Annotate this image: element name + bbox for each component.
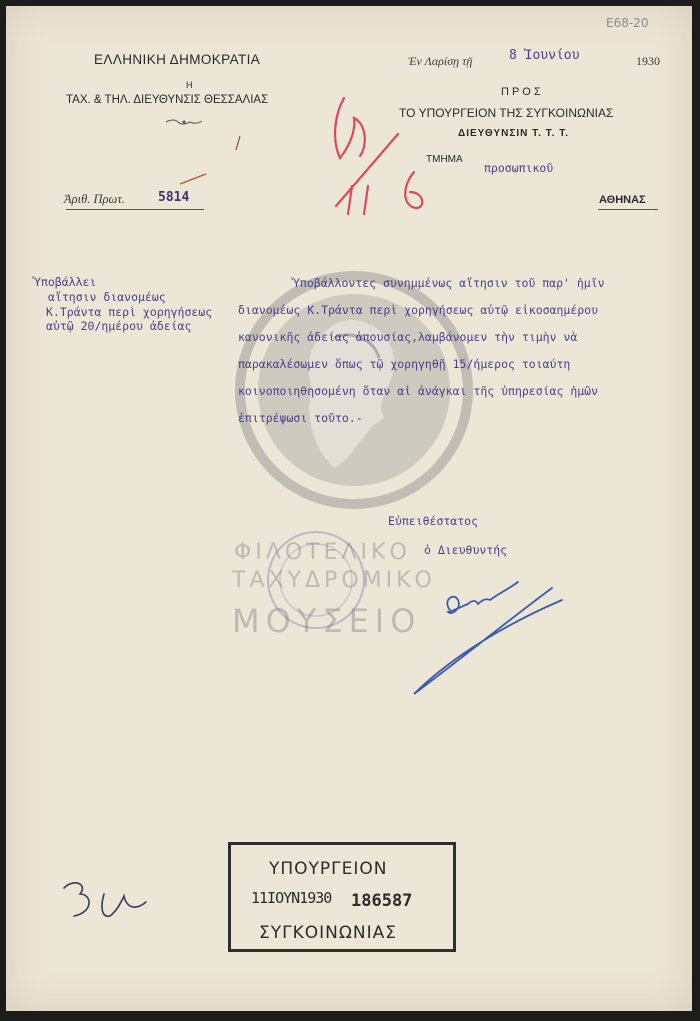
subject-line: αἴτησιν διανομέως xyxy=(48,290,166,304)
body-line: κοινοποιηθησομένη ὅταν αἱ ἀνάγκαι τῆς ὑπηρεσίας ἡμῶν xyxy=(238,384,599,398)
closing-salutation: Εὐπειθέστατος xyxy=(388,514,479,528)
body-line: Ὑποβάλλοντες συνημμένως αἴτησιν τοῦ παρ' ἡμῖν xyxy=(293,276,605,290)
archive-reference: Ε68-20 xyxy=(606,16,649,30)
subject-line: αὐτῷ 20/ημέρου ἀδείας xyxy=(46,319,192,333)
republic-heading: ΕΛΛΗΝΙΚΗ ΔΗΜΟΚΡΑΤΙΑ xyxy=(94,52,261,67)
city-underline xyxy=(598,209,658,210)
stamp-date: 11ΙΟΥΝ1930 xyxy=(251,889,332,907)
to-label: ΠΡΟΣ xyxy=(501,86,544,98)
ministry-receipt-stamp xyxy=(228,842,456,952)
body-line: παρακαλέσωμεν ὅπως τῷ χορηγηθῇ 15/ήμερος τοιαύτη xyxy=(238,357,571,371)
stamp-ministry-label: ΥΠΟΥΡΓΕΙΟΝ xyxy=(269,859,388,879)
place-date-prefix: Ἐν Λαρίσῃ τῇ xyxy=(408,54,473,68)
letter-year: 1930 xyxy=(636,54,660,68)
director-signature xyxy=(402,570,582,700)
stamp-registry-number: 186587 xyxy=(351,891,413,911)
body-line: κανονικῆς ἀδείας ἀπουσίας,λαμβάνομεν τὴν τιμὴν νὰ xyxy=(238,330,578,344)
body-line: διανομέως Κ.Τράντα περὶ χορηγήσεως αὐτῷ εἰκοσαημέρου xyxy=(238,303,599,317)
pencil-tick-marks xyxy=(176,132,256,192)
subject-line: Ὑποβάλλει xyxy=(34,275,97,289)
protocol-number: 5814 xyxy=(158,190,190,205)
watermark-line: ΜΟΥΣΕΙΟ xyxy=(232,602,422,640)
protocol-label: Ἀριθ. Πρωτ. xyxy=(64,192,125,206)
watermark-line: ΤΑΧΥΔΡΟΜΙΚΟ xyxy=(232,568,436,593)
signatory-title: ὁ Διευθυντής xyxy=(424,543,508,557)
red-pencil-annotation xyxy=(306,86,436,226)
subject-line: Κ.Τράντα περὶ χορηγήσεως xyxy=(46,305,213,319)
stamp-communications-label: ΣΥΓΚΟΙΝΩΝΙΑΣ xyxy=(259,923,397,943)
destination-city: ΑΘΗΝΑΣ xyxy=(599,194,646,206)
letter-body xyxy=(238,276,605,438)
recipient-department: ΔΙΕΥΘΥΝΣΙΝ Τ. Τ. Τ. xyxy=(458,128,570,139)
protocol-underline xyxy=(66,209,204,210)
section-value: προσωπικοῦ xyxy=(484,161,554,175)
watermark-line: ΦΙΛΟΤΕΛΙΚΟ xyxy=(234,540,411,565)
recipient-name: ΤΟ ΥΠΟΥΡΓΕΙΟΝ ΤΗΣ ΣΥΓΚΟΙΝΩΝΙΑΣ xyxy=(399,106,614,120)
letter-date: 8 Ἰουνίου xyxy=(509,48,580,63)
margin-pencil-note xyxy=(54,872,154,942)
section-label: ΤΜΗΜΑ xyxy=(426,154,463,165)
body-line: ἐπιτρέψωσι τοῦτο.- xyxy=(238,411,363,425)
office-round-seal xyxy=(264,528,368,632)
directorate-heading: ΤΑΧ. & ΤΗΛ. ΔΙΕΥΘΥΝΣΙΣ ΘΕΣΣΑΛΙΑΣ xyxy=(66,94,269,106)
subject-block xyxy=(34,274,212,333)
heading-article: Η xyxy=(186,80,193,90)
ornament-divider xyxy=(164,116,204,128)
document-page xyxy=(6,6,692,1011)
